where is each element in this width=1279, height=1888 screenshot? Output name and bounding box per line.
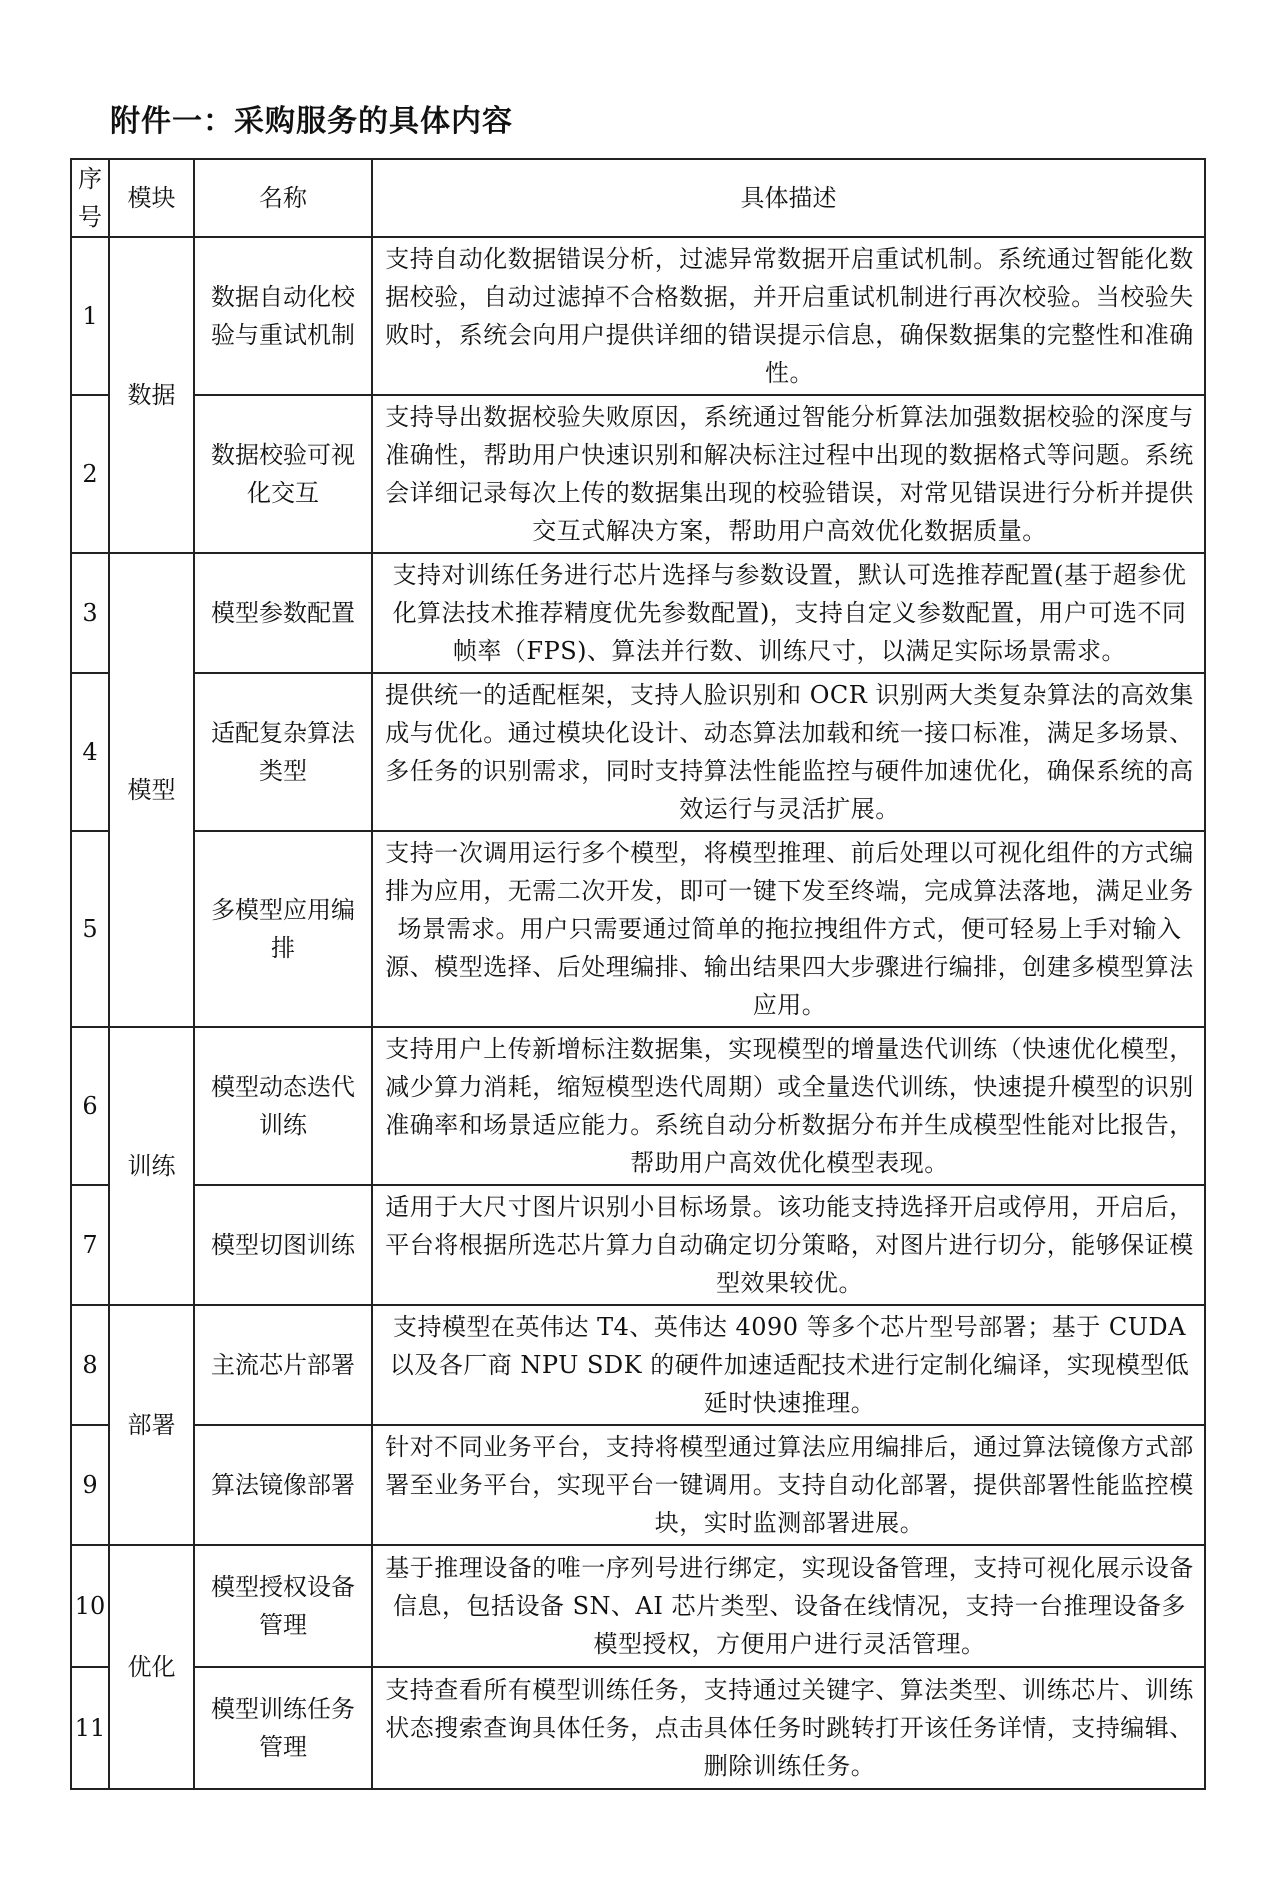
module-cell: 数据 <box>109 237 194 553</box>
row-description: 支持自动化数据错误分析，过滤异常数据开启重试机制。系统通过智能化数据校验，自动过滤掉不合格数据，并开启重试机制进行再次校验。当校验失败时，系统会向用户提供详细的错误提示信息，确保数据集的完整性和准确性。 <box>372 237 1205 395</box>
table-row <box>71 1667 1205 1789</box>
row-number: 10 <box>71 1545 109 1667</box>
table-row <box>71 831 1205 1027</box>
row-number: 6 <box>71 1027 109 1185</box>
row-name: 数据自动化校验与重试机制 <box>194 237 372 395</box>
row-description: 支持导出数据校验失败原因，系统通过智能分析算法加强数据校验的深度与准确性，帮助用户快速识别和解决标注过程中出现的数据格式等问题。系统会详细记录每次上传的数据集出现的校验错误，对常见错误进行分析并提供交互式解决方案，帮助用户高效优化数据质量。 <box>372 395 1205 553</box>
table-header-row <box>71 159 1205 237</box>
row-description: 支持查看所有模型训练任务，支持通过关键字、算法类型、训练芯片、训练状态搜索查询具体任务，点击具体任务时跳转打开该任务详情，支持编辑、删除训练任务。 <box>372 1667 1205 1789</box>
row-name: 算法镜像部署 <box>194 1425 372 1545</box>
row-description: 支持一次调用运行多个模型，将模型推理、前后处理以可视化组件的方式编排为应用，无需二次开发，即可一键下发至终端，完成算法落地，满足业务场景需求。用户只需要通过简单的拖拉拽组件方式，便可轻易上手对输入源、模型选择、后处理编排、输出结果四大步骤进行编排，创建多模型算法应用。 <box>372 831 1205 1027</box>
row-description: 适用于大尺寸图片识别小目标场景。该功能支持选择开启或停用，开启后，平台将根据所选芯片算力自动确定切分策略，对图片进行切分，能够保证模型效果较优。 <box>372 1185 1205 1305</box>
row-number: 7 <box>71 1185 109 1305</box>
row-number: 3 <box>71 553 109 673</box>
row-name: 模型训练任务管理 <box>194 1667 372 1789</box>
row-number: 5 <box>71 831 109 1027</box>
row-number: 1 <box>71 237 109 395</box>
table-row <box>71 395 1205 553</box>
row-name: 数据校验可视化交互 <box>194 395 372 553</box>
header-module: 模块 <box>109 159 194 237</box>
row-number: 9 <box>71 1425 109 1545</box>
row-number: 4 <box>71 673 109 831</box>
table-row <box>71 237 1205 395</box>
procurement-table <box>70 158 1206 1790</box>
row-name: 主流芯片部署 <box>194 1305 372 1425</box>
row-name: 多模型应用编排 <box>194 831 372 1027</box>
row-name: 适配复杂算法类型 <box>194 673 372 831</box>
table-row <box>71 1425 1205 1545</box>
module-cell: 优化 <box>109 1545 194 1789</box>
row-description: 基于推理设备的唯一序列号进行绑定，实现设备管理，支持可视化展示设备信息，包括设备 SN、AI 芯片类型、设备在线情况，支持一台推理设备多模型授权，方便用户进行灵活管理。 <box>372 1545 1205 1667</box>
row-number: 8 <box>71 1305 109 1425</box>
row-description: 支持用户上传新增标注数据集，实现模型的增量迭代训练（快速优化模型，减少算力消耗，缩短模型迭代周期）或全量迭代训练，快速提升模型的识别准确率和场景适应能力。系统自动分析数据分布并生成模型性能对比报告，帮助用户高效优化模型表现。 <box>372 1027 1205 1185</box>
row-number: 2 <box>71 395 109 553</box>
module-cell: 模型 <box>109 553 194 1027</box>
row-name: 模型动态迭代训练 <box>194 1027 372 1185</box>
header-desc: 具体描述 <box>372 159 1205 237</box>
row-description: 支持对训练任务进行芯片选择与参数设置，默认可选推荐配置(基于超参优化算法技术推荐精度优先参数配置)，支持自定义参数配置，用户可选不同帧率（FPS)、算法并行数、训练尺寸，以满足实际场景需求。 <box>372 553 1205 673</box>
page-title: 附件一：采购服务的具体内容 <box>110 104 513 139</box>
table-row <box>71 673 1205 831</box>
row-description: 针对不同业务平台，支持将模型通过算法应用编排后，通过算法镜像方式部署至业务平台，实现平台一键调用。支持自动化部署，提供部署性能监控模块，实时监测部署进展。 <box>372 1425 1205 1545</box>
row-name: 模型参数配置 <box>194 553 372 673</box>
table-row <box>71 1545 1205 1667</box>
header-name: 名称 <box>194 159 372 237</box>
table-row <box>71 1185 1205 1305</box>
row-name: 模型授权设备管理 <box>194 1545 372 1667</box>
table-row <box>71 553 1205 673</box>
row-name: 模型切图训练 <box>194 1185 372 1305</box>
row-description: 支持模型在英伟达 T4、英伟达 4090 等多个芯片型号部署；基于 CUDA 以及各厂商 NPU SDK 的硬件加速适配技术进行定制化编译，实现模型低延时快速推理。 <box>372 1305 1205 1425</box>
row-description: 提供统一的适配框架，支持人脸识别和 OCR 识别两大类复杂算法的高效集成与优化。通过模块化设计、动态算法加载和统一接口标准，满足多场景、多任务的识别需求，同时支持算法性能监控与硬件加速优化，确保系统的高效运行与灵活扩展。 <box>372 673 1205 831</box>
table-row <box>71 1305 1205 1425</box>
module-cell: 部署 <box>109 1305 194 1545</box>
row-number: 11 <box>71 1667 109 1789</box>
header-seq: 序 号 <box>71 159 109 237</box>
table-row <box>71 1027 1205 1185</box>
module-cell: 训练 <box>109 1027 194 1305</box>
